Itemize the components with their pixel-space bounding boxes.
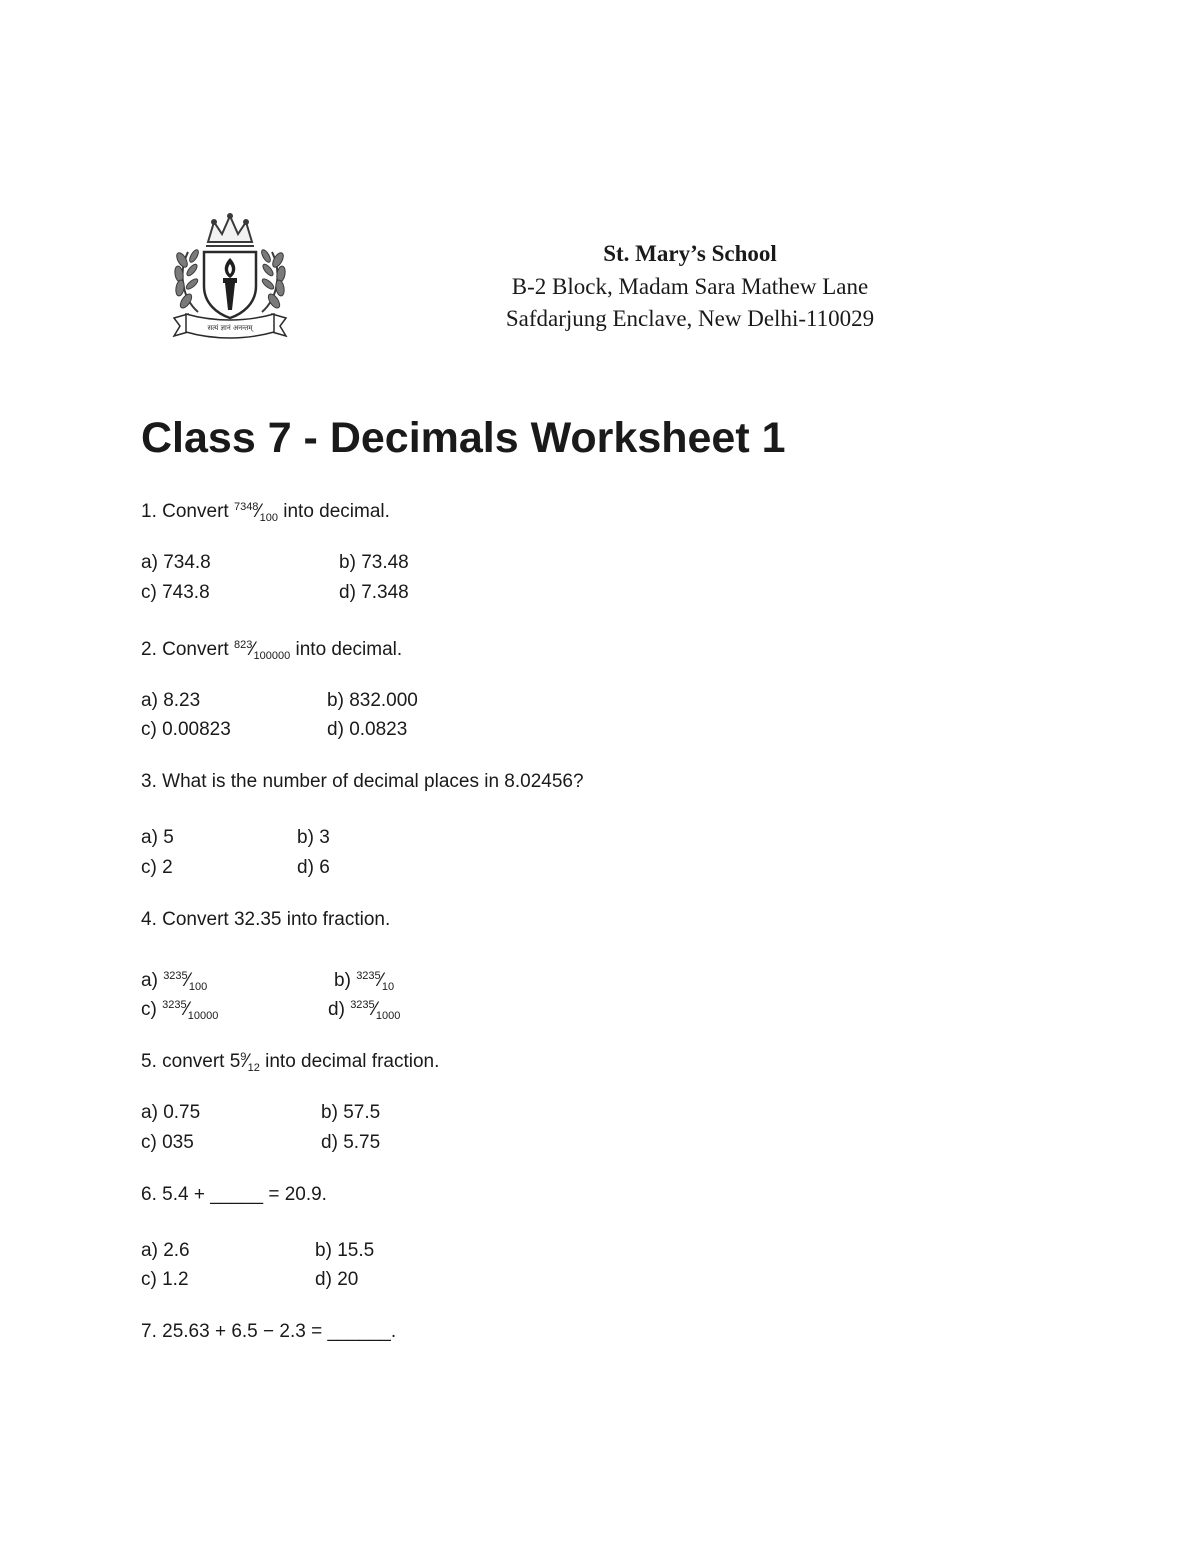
option-6a: a) 2.6	[141, 1240, 190, 1261]
school-header	[440, 238, 940, 336]
question-text: 5.4 + _____ = 20.9.	[162, 1184, 327, 1205]
option-5d: d) 5.75	[321, 1132, 381, 1153]
school-name: St. Mary’s School	[603, 241, 777, 266]
laurel-left-icon	[174, 248, 200, 312]
question-6	[141, 1182, 327, 1208]
worksheet-title: Class 7 - Decimals Worksheet 1	[141, 414, 786, 462]
question-number: 7.	[141, 1321, 157, 1342]
question-text-after: into decimal.	[295, 639, 403, 660]
school-address-line2: Safdarjung Enclave, New Delhi-110029	[505, 306, 875, 331]
fraction-numerator: 9	[240, 1051, 247, 1063]
option-5c: c) 035	[141, 1132, 194, 1153]
option-3a: a) 5	[141, 827, 174, 848]
option-4d: d) $^{3235}⁄_{1000}$	[328, 999, 401, 1022]
option-1d: d) 7.348	[339, 582, 409, 603]
question-2	[141, 632, 402, 669]
question-text: What is the number of decimal places in 8.02456?	[162, 771, 584, 792]
question-text-before: Convert	[162, 639, 229, 660]
question-number: 3.	[141, 771, 157, 792]
question-number: 4.	[141, 909, 157, 930]
option-3d: d) 6	[297, 857, 330, 878]
question-1	[141, 494, 390, 531]
option-1c: c) 743.8	[141, 582, 210, 603]
option-4c: c) $^{3235}⁄_{10000}$	[141, 999, 219, 1022]
option-5a: a) 0.75	[141, 1102, 201, 1123]
crown-icon	[206, 214, 254, 246]
question-text-after: into decimal.	[283, 501, 390, 522]
option-4a: a) $^{3235}⁄_{100}$	[141, 970, 208, 993]
fraction-denominator: 100000	[253, 650, 291, 662]
fraction-denominator: 12	[247, 1062, 260, 1074]
school-crest-icon	[168, 212, 292, 340]
option-1a: a) 734.8	[141, 552, 211, 573]
option-3b: b) 3	[297, 827, 330, 848]
fraction: $^{7348}⁄_{100}$	[233, 501, 278, 524]
fraction-numerator: 823	[233, 639, 253, 651]
option-2c: c) 0.00823	[141, 719, 231, 740]
question-text-before: Convert	[162, 501, 229, 522]
fraction-numerator: 7348	[233, 501, 259, 513]
option-2b: b) 832.000	[327, 690, 418, 711]
question-text-before: convert 5	[162, 1051, 241, 1072]
option-5b: b) 57.5	[321, 1102, 381, 1123]
option-1b: b) 73.48	[339, 552, 409, 573]
question-text: 25.63 + 6.5 − 2.3 = ______.	[162, 1321, 397, 1342]
question-text: Convert 32.35 into fraction.	[162, 909, 391, 930]
option-2d: d) 0.0823	[327, 719, 408, 740]
option-2a: a) 8.23	[141, 690, 201, 711]
question-number: 5.	[141, 1051, 157, 1072]
option-6b: b) 15.5	[315, 1240, 375, 1261]
question-number: 1.	[141, 501, 157, 522]
fraction: $^9⁄_{12}$	[240, 1051, 260, 1074]
option-4b: b) $^{3235}⁄_{10}$	[334, 970, 395, 993]
option-3c: c) 2	[141, 857, 173, 878]
question-number: 2.	[141, 639, 157, 660]
question-3	[141, 769, 584, 795]
question-7	[141, 1319, 396, 1345]
option-6d: d) 20	[315, 1269, 359, 1290]
school-address-line1: B-2 Block, Madam Sara Mathew Lane	[511, 273, 869, 299]
fraction: $^{823}⁄_{100000}$	[233, 639, 291, 662]
question-text-after: into decimal fraction.	[265, 1051, 440, 1072]
logo-motto-text: सत्यं ज्ञानं अनन्तम्	[207, 324, 253, 332]
question-number: 6.	[141, 1184, 157, 1205]
fraction-denominator: 100	[259, 512, 278, 524]
laurel-right-icon	[260, 248, 286, 312]
question-5	[141, 1044, 439, 1081]
option-6c: c) 1.2	[141, 1269, 189, 1290]
question-4	[141, 907, 390, 933]
